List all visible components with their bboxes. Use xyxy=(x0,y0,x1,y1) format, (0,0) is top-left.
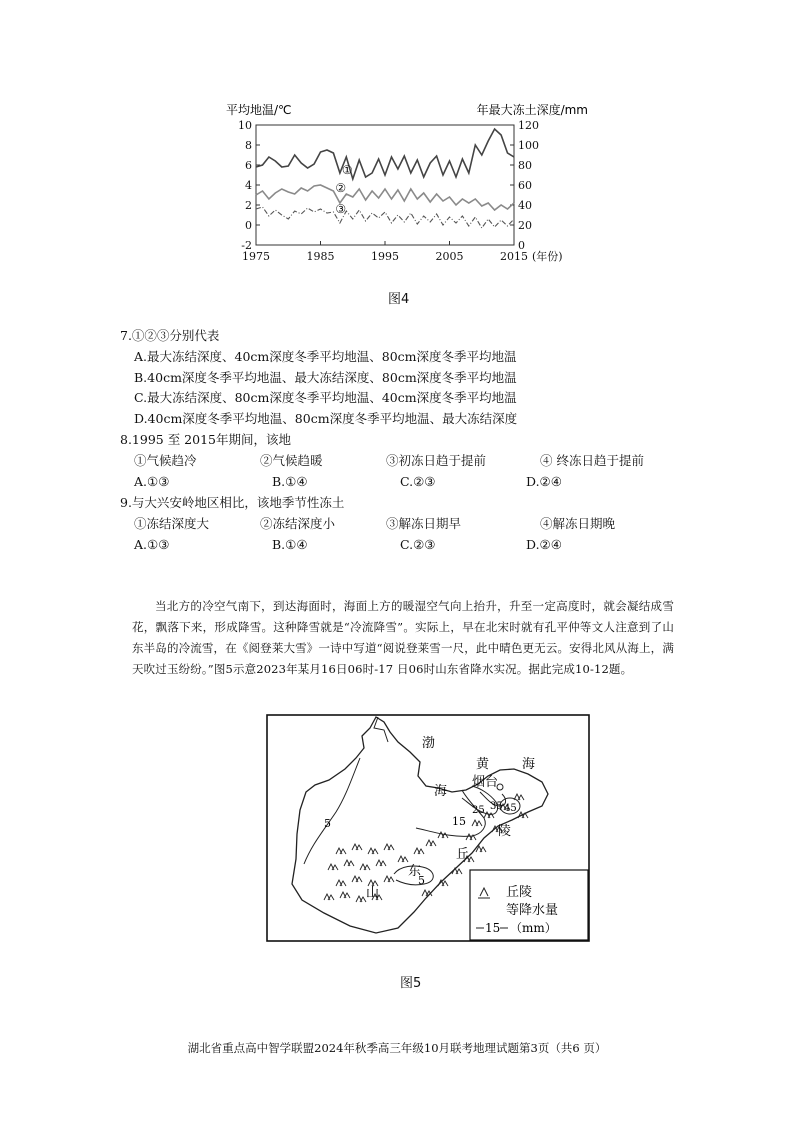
q8-choice-b: B.①④ xyxy=(272,474,308,489)
q8-item-3: ③初冻日趋于提前 xyxy=(386,453,487,468)
series-label-3: ③ xyxy=(335,202,347,216)
q8-stem: 8.1995 至 2015年期间，该地 xyxy=(120,432,291,447)
figure4-caption: 图4 xyxy=(388,292,410,307)
isoline-label-35: 35 xyxy=(490,801,503,812)
q9-item-2: ②冻结深度小 xyxy=(260,516,336,531)
q8-choice-c: C.②③ xyxy=(400,474,436,489)
left-tick-label: 0 xyxy=(245,219,252,232)
ground-temperature-chart xyxy=(222,100,602,270)
q9-choice-a: A.①③ xyxy=(134,537,170,552)
passage-text: 当北方的冷空气南下，到达海面时，海面上方的暖湿空气向上抬升，升至一定高度时，就会凝结成雪花，飘落下来，形成降雪。这种降雪就是“冷流降雪”。实际上，早在北宋时就有孔平仲等文人注意到了山东半岛的冷流雪，在《阅登莱大雪》一诗中写道“阅说登莱雪一尺，此中晴色更无云。安得北风从海上，满天吹过玉纷纷。”图5示意2023年某月16日06时-17 日06时山东省降水实况。据此完成10-12题。 xyxy=(132,599,674,676)
q8-item-2: ②气候趋暖 xyxy=(260,453,323,468)
x-axis-label: (年份) xyxy=(532,250,563,263)
isoline-label-25: 25 xyxy=(472,805,485,816)
label-hai-bohai: 海 xyxy=(434,784,448,799)
series-line-3 xyxy=(256,207,514,228)
q8-item-4: ④ 终冻日趋于提前 xyxy=(540,453,644,468)
label-ling: 陵 xyxy=(498,824,512,839)
x-tick-label: 2005 xyxy=(435,250,464,263)
q8-choice-a: A.①③ xyxy=(134,474,170,489)
q7-option-d: D.40cm深度冬季平均地温、80cm深度冬季平均地温、最大冻结深度 xyxy=(134,411,518,426)
label-qiu: 丘 xyxy=(456,847,470,862)
figure5-caption: 图5 xyxy=(400,976,422,991)
left-tick-label: 10 xyxy=(238,119,252,132)
label-hai-huanghai: 海 xyxy=(522,757,536,772)
left-axis-label: 平均地温/℃ xyxy=(226,103,292,117)
x-tick-label: 2015 xyxy=(500,250,528,263)
left-tick-label: 6 xyxy=(245,159,252,172)
legend-isoline-unit: （mm） xyxy=(510,921,557,935)
legend-isoline-sample: 15 xyxy=(485,921,501,935)
right-axis-label: 年最大冻土深度/mm xyxy=(476,103,588,117)
q9-item-4: ④解冻日期晚 xyxy=(540,516,616,531)
q9-choice-d: D.②④ xyxy=(526,537,562,552)
series-line-1 xyxy=(256,129,514,179)
series-line-2 xyxy=(256,185,514,210)
isoline-label-5b: 5 xyxy=(418,874,425,887)
x-tick-label: 1975 xyxy=(242,250,270,263)
isoline-label-45: 45 xyxy=(504,803,517,814)
right-tick-label: 0 xyxy=(518,239,525,252)
q8-choice-d: D.②④ xyxy=(526,474,562,489)
q9-choice-b: B.①④ xyxy=(272,537,308,552)
left-tick-label: -2 xyxy=(241,239,252,252)
left-tick-label: 8 xyxy=(245,139,252,152)
right-tick-label: 100 xyxy=(518,139,539,152)
x-tick-label: 1995 xyxy=(371,250,399,263)
right-tick-label: 40 xyxy=(518,199,532,212)
q9-choice-c: C.②③ xyxy=(400,537,436,552)
legend-hills-label: 丘陵 xyxy=(506,885,533,900)
isoline-label-15: 15 xyxy=(452,815,466,828)
right-tick-label: 60 xyxy=(518,179,532,192)
plot-frame xyxy=(256,125,514,245)
q9-item-1: ①冻结深度大 xyxy=(134,516,210,531)
q9-item-3: ③解冻日期早 xyxy=(386,516,462,531)
label-bo: 渤 xyxy=(422,736,436,751)
label-huang: 黄 xyxy=(476,757,490,772)
x-tick-label: 1985 xyxy=(306,250,335,263)
q9-choices xyxy=(0,535,794,557)
left-tick-label: 4 xyxy=(245,179,252,192)
q9-stem: 9.与大兴安岭地区相比，该地季节性冻土 xyxy=(120,495,345,510)
right-tick-label: 120 xyxy=(518,119,539,132)
label-shan: 山 xyxy=(366,886,380,901)
q8-item-1: ①气候趋冷 xyxy=(134,453,197,468)
shandong-precipitation-map xyxy=(266,714,590,942)
legend-isoline-title: 等降水量 xyxy=(506,903,559,918)
series-labels xyxy=(335,163,352,216)
q7-stem: 7.①②③分别代表 xyxy=(120,328,220,343)
series-label-2: ② xyxy=(335,181,347,195)
q7-option-c: C.最大冻结深度、80cm深度冬季平均地温、40cm深度冬季平均地温 xyxy=(134,390,517,405)
right-tick-label: 80 xyxy=(518,159,532,172)
q9-items xyxy=(0,514,794,536)
q7-option-b: B.40cm深度冬季平均地温、最大冻结深度、80cm深度冬季平均地温 xyxy=(134,370,517,385)
label-dong: 东 xyxy=(408,864,422,879)
left-tick-label: 2 xyxy=(245,199,252,212)
q7-option-a: A.最大冻结深度、40cm深度冬季平均地温、80cm深度冬季平均地温 xyxy=(134,349,517,364)
page-footer: 湖北省重点高中智学联盟2024年秋季高三年级10月联考地理试题第3页（共6 页） xyxy=(187,1041,607,1055)
series-label-1: ① xyxy=(341,163,353,177)
right-tick-label: 20 xyxy=(518,219,532,232)
q8-items xyxy=(0,451,794,473)
q8-choices xyxy=(0,472,794,494)
label-yantai: 烟台 xyxy=(472,775,499,790)
isoline-label-5: 5 xyxy=(324,817,331,830)
series-lines xyxy=(256,129,514,228)
